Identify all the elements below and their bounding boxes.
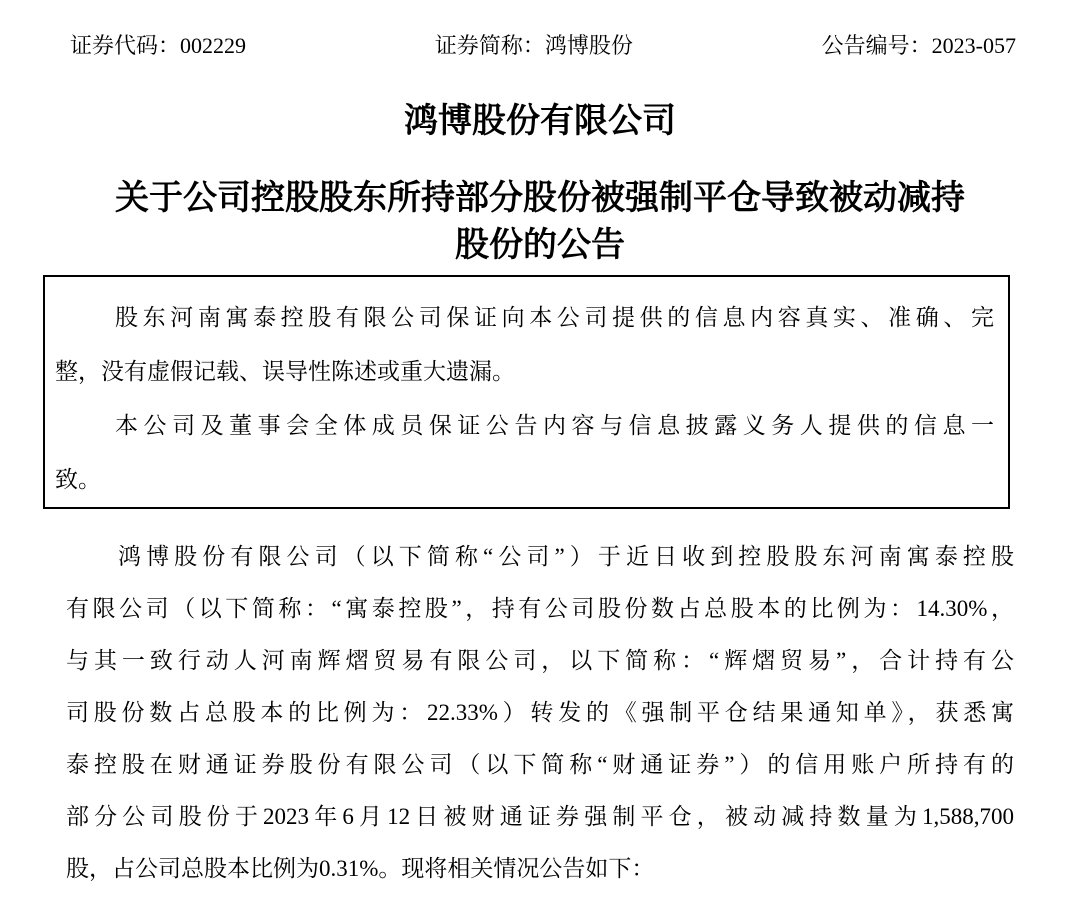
statement-line: 股东河南寓泰控股有限公司保证向本公司提供的信息内容真实、准确、完 <box>115 305 994 330</box>
body-line: 部分公司股份于2023年6月12日被财通证券强制平仓，被动减持数量为1,588,700 <box>66 804 1014 829</box>
body-line: 与其一致行动人河南辉熠贸易有限公司，以下简称：“辉熠贸易”，合计持有公 <box>66 648 1014 673</box>
stock-short-name: 证券简称：鸿博股份 <box>434 33 633 58</box>
announcement-title-line: 股份的公告 <box>455 226 625 264</box>
body-line: 股，占公司总股本比例为0.31%。现将相关情况公告如下： <box>66 856 655 881</box>
body-line: 泰控股在财通证券股份有限公司（以下简称“财通证券”）的信用账户所持有的 <box>66 752 1014 777</box>
body-line: 有限公司（以下简称：“寓泰控股”，持有公司股份数占总股本的比例为：14.30%， <box>66 596 1014 621</box>
statement-line: 本公司及董事会全体成员保证公告内容与信息披露义务人提供的信息一 <box>115 413 994 438</box>
statement-box <box>43 275 1010 509</box>
stock-code: 证券代码：002229 <box>70 33 247 58</box>
announcement-title <box>0 175 1080 269</box>
company-title: 鸿博股份有限公司 <box>404 102 676 140</box>
meta-row <box>0 0 1080 60</box>
body-line: 鸿博股份有限公司（以下简称“公司”）于近日收到控股股东河南寓泰控股 <box>118 544 1014 569</box>
body-paragraph <box>66 531 1014 895</box>
announcement-title-line: 关于公司控股股东所持部分股份被强制平仓导致被动减持 <box>115 179 965 217</box>
body-line: 司股份数占总股本的比例为：22.33%）转发的《强制平仓结果通知单》，获悉寓 <box>66 700 1014 725</box>
statement-line: 致。 <box>55 467 101 492</box>
statement-line: 整，没有虚假记载、误导性陈述或重大遗漏。 <box>55 359 515 384</box>
announcement-number: 公告编号：2023-057 <box>821 33 1016 58</box>
